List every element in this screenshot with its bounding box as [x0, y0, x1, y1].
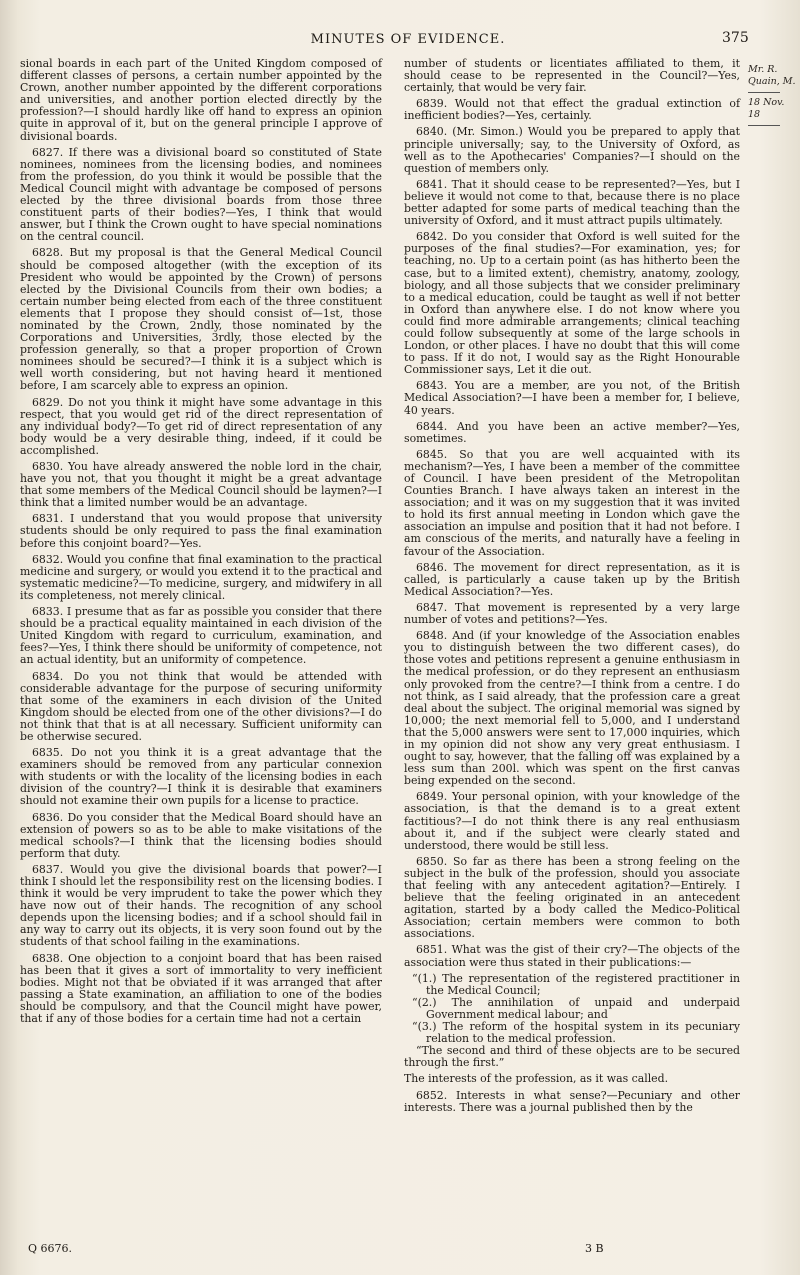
footer-signature: Q 6676.	[28, 1242, 73, 1255]
list-item: “(2.) The annihilation of unpaid and underpaid Government medical labour; and	[412, 995, 740, 1021]
paragraph: 6830. You have already answered the noble lord in the chair, have you not, that you thought it might be a great advantage that some members of the Medical Council should be laymen?—I think that a limited number would be an advantage.	[20, 460, 382, 510]
margin-note	[748, 64, 798, 130]
list-item: “(3.) The reform of the hospital system in its pecuniary relation to the medical profession.	[412, 1020, 740, 1046]
page-number: 375	[722, 30, 749, 46]
paragraph: 6852. Interests in what sense?—Pecuniary and other interests. There was a journal published then by the	[404, 1088, 740, 1114]
witness-date: 18 Nov. 18	[748, 97, 785, 120]
paragraph: 6840. (Mr. Simon.) Would you be prepared to apply that principle universally; say, to the University of Oxford, as well as to the Apothecaries' Companies?—I should on the question of members only.	[404, 125, 740, 175]
paragraph: 6841. That it should cease to be represented?—Yes, but I believe it would not come to that, because there is no place better adapted for some parts of medical teaching than the university of Oxford, and it must attract pupils ultimately.	[404, 177, 740, 228]
paragraph: 6847. That movement is represented by a very large number of votes and petitions?—Yes.	[404, 600, 740, 627]
paragraph: 6845. So that you are well acquainted with its mechanism?—Yes, I have been a member of the committee of Council. I have been president of the Metropolitan Counties Branch. I have always taken an interest in the association; and it was on my suggestion that it was invited to hold its first annual meeting in London which gave the association an impulse and position that it had not before. I am conscious of the merits, and naturally have a feeling in favour of the Association.	[404, 447, 740, 558]
divider	[748, 92, 780, 93]
paragraph: “The second and third of these objects are to be secured through the first.”	[404, 1044, 740, 1070]
paragraph: 6839. Would not that effect the gradual extinction of inefficient bodies?—Yes, certainly.	[404, 97, 740, 123]
paragraph: 6828. But my proposal is that the General Medical Council should be composed altogether (with the exception of its President who would be appointed by the Crown) of persons elected by the Divisional Councils from their own bodies; a certain number being elected from each of the three constituent elements that I propose they should consist of—1st, those nominated by the Crown, 2ndly, those nominated by the Corporations and Universities, 3rdly, those elected by the profession generally, so that a proper proportion of Crown nominees should be secured?—I think it is a subject which is well worth considering, but not having heard it mentioned before, I am scarcely able to express an opinion.	[20, 246, 382, 393]
paragraph: 6843. You are a member, are you not, of the British Medical Association?—I have been a member for, I believe, 40 years.	[404, 379, 740, 417]
paragraph: 6850. So far as there has been a strong feeling on the subject in the bulk of the profession, should you associate that feeling with any antecedent agitation?—Entirely. I believe that the feeling originated in an antecedent agitation, started by a body called the Medico-Political Association; certain members were common to both associations.	[404, 854, 740, 941]
left-column	[20, 58, 382, 1029]
footer-sheet-mark: 3 B	[585, 1242, 604, 1255]
divider	[748, 125, 780, 126]
paragraph: 6842. Do you consider that Oxford is well suited for the purposes of the final studies?—For examination, yes; for teaching, no. Up to a certain point (as has hitherto been the case, but to a limited extent), chemistry, anatomy, zoology, biology, and all those subjects that we consider preliminary to a medical education, could be taught as well if not better in Oxford than anywhere else. I do not know where you could find more admirable arrangements; clinical teaching could follow subsequently at some of the large schools in London, or other places. I have no doubt that this will come to pass. If it do not, I would say as the Right Honourable Commissioner says, Let it die out.	[404, 230, 740, 377]
running-header: MINUTES OF EVIDENCE.	[310, 32, 506, 47]
paragraph: 6835. Do not you think it is a great advantage that the examiners should be removed from any particular connexion with students or with the locality of the licensing bodies in each division of the country?—I think it is desirable that examiners should not examine their own pupils for a license to practice.	[20, 746, 382, 808]
paragraph: 6851. What was the gist of their cry?—The objects of the association were thus stated in their publications:—	[404, 943, 740, 969]
paragraph: 6834. Do you not think that would be attended with considerable advantage for the purpose of securing uniformity that some of the examiners in each division of the United Kingdom should be elected from one of the other divisions?—I do not think that that is at all necessary. Sufficient uniformity can be otherwise secured.	[20, 669, 382, 743]
paragraph: 6833. I presume that as far as possible you consider that there should be a practical equality maintained in each division of the United Kingdom with regard to curriculum, examination, and fees?—Yes, I think there should be uniformity of competence, not an actual identity, but an uniformity of competence.	[20, 605, 382, 667]
paragraph: 6846. The movement for direct representation, as it is called, is particularly a cause taken up by the British Medical Association?—Yes.	[404, 560, 740, 598]
paragraph: 6844. And you have been an active member?—Yes, sometimes.	[404, 419, 740, 445]
paragraph: sional boards in each part of the United Kingdom composed of different classes of persons, a certain number appointed by the Crown, another number appointed by the different corporations and universities, and another portion elected directly by the profession?—I should hardly like off hand to express an opinion quite in approval of it, but on the general principle I approve of divisional boards.	[20, 57, 382, 143]
objects-list	[404, 973, 740, 1046]
paragraph: 6838. One objection to a conjoint board that has been raised has been that it gives a sort of immortality to very inefficient bodies. Might not that be obviated if it was arranged that after passing a State examination, an affiliation to one of the bodies should be compulsory, and that the Council might have power, that if any of those bodies for a certain time had not a certain	[20, 951, 382, 1026]
paragraph: The interests of the profession, as it was called.	[404, 1072, 669, 1086]
paragraph: 6829. Do not you think it might have some advantage in this respect, that you would get rid of the direct representation of any individual body?—To get rid of direct representation of any body would be a very desirable thing, indeed, if it could be accomplished.	[20, 395, 382, 457]
paragraph: 6837. Would you give the divisional boards that power?—I think I should let the responsibility rest on the licensing bodies. I think it would be very imprudent to take the power which they have now out of their hands. The recognition of any school depends upon the licensing bodies; and if a school should fail in any way to carry out its objects, it is very soon found out by the students of that school failing in the examinations.	[20, 862, 382, 949]
right-column	[404, 58, 740, 1118]
witness-name: Mr. R. Quain, M.	[748, 64, 796, 87]
paragraph: 6831. I understand that you would propose that university students should be only required to pass the final examination before this conjoint board?—Yes.	[20, 512, 382, 550]
paragraph: 6836. Do you consider that the Medical Board should have an extension of powers so as to be able to make visitations of the medical schools?—I think that the licensing bodies should perform that duty.	[20, 810, 382, 860]
paragraph: 6832. Would you confine that final examination to the practical medicine and surgery, or would you extend it to the practical and systematic medicine?—To medicine, surgery, and midwifery in all its completeness, not merely clinical.	[20, 552, 382, 602]
paragraph: 6849. Your personal opinion, with your knowledge of the association, is that the demand is to a great extent factitious?—I do not think there is any real enthusiasm about it, and if the subject were clearly stated and understood, there would be still less.	[404, 790, 740, 852]
paragraph: number of students or licentiates affiliated to them, it should cease to be represented in the Council?—Yes, certainly, that would be very fair.	[404, 57, 740, 95]
paragraph: 6827. If there was a divisional board so constituted of State nominees, nominees from the licensing bodies, and nominees from the profession, do you think it would be possible that the Medical Council might with advantage be composed of persons elected by the three divisional boards from those three constituent parts of their bodies?—Yes, I think that would answer, but I think the Crown ought to have special nominations on the central council.	[20, 145, 382, 244]
paragraph: 6848. And (if your knowledge of the Association enables you to distinguish between the two different cases), do those votes and petitions represent a genuine enthusiasm in the medical profession, or do they represent an enthusiasm only provoked from the centre?—I think from a centre. I do not think, as I said already, that the profession care a great deal about the subject. The original memorial was signed by 10,000; the next memorial fell to 5,000, and I understand that the 5,000 answers were sent to 17,000 inquiries, which in my opinion did not show any very great enthusiasm. I ought to say, however, that the falling off was explained by a less sum than 200l. which was spent on the first canvas being expended on the second.	[404, 629, 740, 788]
list-item: “(1.) The representation of the registered practitioner in the Medical Council;	[412, 971, 740, 997]
